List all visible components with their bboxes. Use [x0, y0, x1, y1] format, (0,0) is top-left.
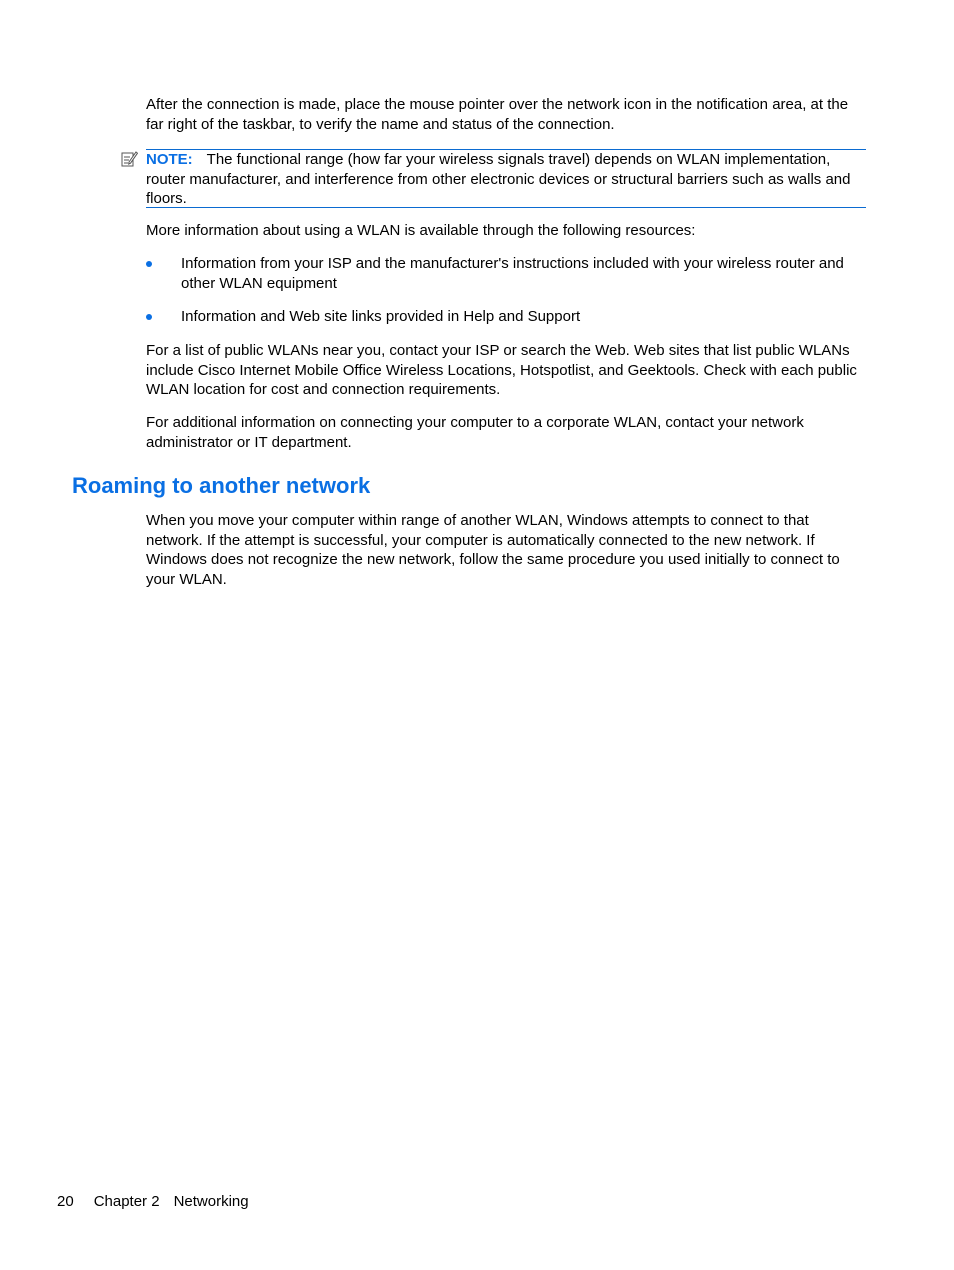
section-heading: Roaming to another network	[72, 473, 371, 498]
public-wlans-paragraph: For a list of public WLANs near you, contact your ISP or search the Web. Web sites that list public WLANs include Cisco Internet Mobile Office Wireless Locations, Hotspotlist, and Geektools. Check with each public WLAN location for cost and connection requirements.	[146, 342, 857, 398]
note-pencil-icon	[120, 150, 138, 168]
roaming-paragraph: When you move your computer within range of another WLAN, Windows attempts to connect to that network. If the attempt is successful, your computer is automatically connected to the new network. If Windows does not recognize the new network, follow the same procedure you used initially to connect to your WLAN.	[146, 512, 840, 588]
note-text	[146, 150, 866, 209]
bullet-dot-icon	[146, 314, 152, 320]
footer-section: Networking	[173, 1193, 249, 1210]
note-body: The functional range (how far your wireless signals travel) depends on WLAN implementation, router manufacturer, and interference from other electronic devices or structural barriers such as walls and floors.	[146, 151, 851, 207]
corporate-wlan-paragraph: For additional information on connecting your computer to a corporate WLAN, contact your network administrator or IT department.	[146, 414, 804, 451]
note-label: NOTE:	[146, 151, 193, 168]
bullet-dot-icon	[146, 261, 152, 267]
page-footer	[57, 1192, 269, 1211]
note-box	[146, 149, 866, 208]
list-item-text: Information and Web site links provided in Help and Support	[181, 308, 581, 325]
resources-intro-paragraph: More information about using a WLAN is available through the following resources:	[146, 222, 696, 239]
list-item-text: Information from your ISP and the manufacturer's instructions included with your wireless router and other WLAN equipment	[181, 255, 844, 292]
intro-paragraph: After the connection is made, place the mouse pointer over the network icon in the notification area, at the far right of the taskbar, to verify the name and status of the connection.	[146, 96, 849, 133]
page-number: 20	[57, 1193, 74, 1210]
footer-chapter: Chapter 2	[93, 1193, 160, 1210]
